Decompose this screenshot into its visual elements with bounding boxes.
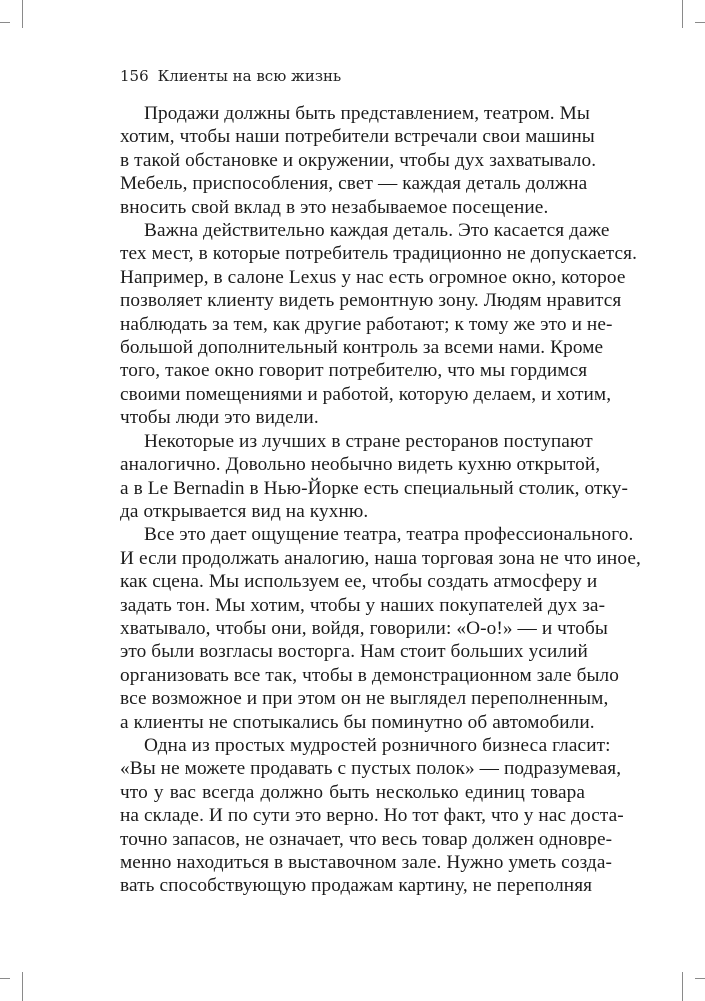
crop-mark-left-bottom [0, 978, 10, 979]
text-line: что у вас всегда должно быть несколько единиц товара [120, 781, 585, 803]
text-line: тех мест, в которые потребитель традиционно не допускается. [120, 243, 638, 265]
paragraph [120, 102, 597, 219]
text-line: наблюдать за тем, как другие работают; к тому же это и не- [120, 313, 613, 335]
crop-mark-bottom-right [682, 972, 683, 1001]
text-line: на складе. И по сути это верно. Но тот факт, что у нас доста- [120, 805, 624, 827]
text-line: Все это дает ощущение театра, театра профессионального. [144, 524, 634, 546]
text-line: вносить свой вклад в это незабываемое посещение. [120, 196, 549, 218]
text-line: «Вы не можете продавать с пустых полок» — подразумевая, [120, 758, 622, 780]
text-line: позволяет клиенту видеть ремонтную зону. Людям нравится [120, 290, 622, 312]
crop-mark-right-bottom [695, 978, 705, 979]
crop-mark-right-top [695, 22, 705, 23]
crop-mark-bottom-left [22, 972, 23, 1001]
paragraph [120, 430, 628, 524]
text-line: точно запасов, не означает, что весь товар должен одновре- [120, 828, 613, 850]
text-line: в такой обстановке и окружении, чтобы дух захватывало. [120, 149, 597, 171]
text-line: как сцена. Мы используем ее, чтобы создать атмосферу и [120, 571, 598, 593]
text-line: Продажи должны быть представлением, театром. Мы [144, 103, 590, 124]
text-line: Одна из простых мудростей розничного бизнеса гласит: [144, 734, 611, 756]
body-text [120, 102, 641, 898]
text-line: менно находиться в выставочном зале. Нужно уметь созда- [120, 852, 613, 873]
text-line: организовать все так, чтобы в демонстрационном зале было [120, 664, 620, 686]
paragraph [120, 219, 638, 430]
text-line: Мебель, приспособления, свет — каждая деталь должна [120, 173, 588, 195]
crop-mark-top-right [682, 0, 683, 28]
text-line: Важна действительно каждая деталь. Это касается даже [144, 220, 610, 242]
text-line: задать тон. Мы хотим, чтобы у наших покупателей дух за- [120, 594, 606, 616]
text-line: хотим, чтобы наши потребители встречали свои машины [120, 126, 595, 148]
text-line: Например, в салоне Lexus у нас есть огромное окно, которое [120, 266, 626, 288]
text-line: да открывается вид на кухню. [120, 500, 369, 522]
text-line: своими помещениями и работой, которую делаем, и хотим, [120, 383, 612, 405]
crop-mark-top-left [22, 0, 23, 28]
text-line: аналогично. Довольно необычно видеть кухню открытой, [120, 454, 601, 476]
book-title: Клиенты на всю жизнь [157, 67, 342, 85]
text-line: все возможное и при этом он не выглядел переполненным, [120, 688, 609, 710]
text-line: хватывало, чтобы они, войдя, говорили: «О-о!» — и чтобы [120, 617, 608, 639]
text-line: а в Le Bernadin в Нью-Йорке есть специальный столик, отку- [120, 477, 628, 499]
text-line: а клиенты не спотыкались бы поминутно об автомобили. [120, 711, 595, 733]
text-line: чтобы люди это видели. [120, 407, 319, 429]
text-line: того, такое окно говорит потребителю, что мы гордимся [120, 360, 588, 382]
running-head [120, 66, 341, 86]
text-line: И если продолжать аналогию, наша торговая зона не что иное, [120, 547, 641, 569]
text-line: вать способствующую продажам картину, не переполняя [120, 875, 593, 897]
crop-mark-left-top [0, 22, 10, 23]
text-line: это были возгласы восторга. Нам стоит больших усилий [120, 641, 588, 663]
text-line: большой дополнительный контроль за всеми нами. Кроме [120, 337, 604, 359]
paragraph [120, 734, 624, 898]
page-number: 156 [120, 67, 149, 85]
text-line: Некоторые из лучших в стране ресторанов поступают [144, 430, 593, 452]
paragraph [120, 523, 641, 734]
